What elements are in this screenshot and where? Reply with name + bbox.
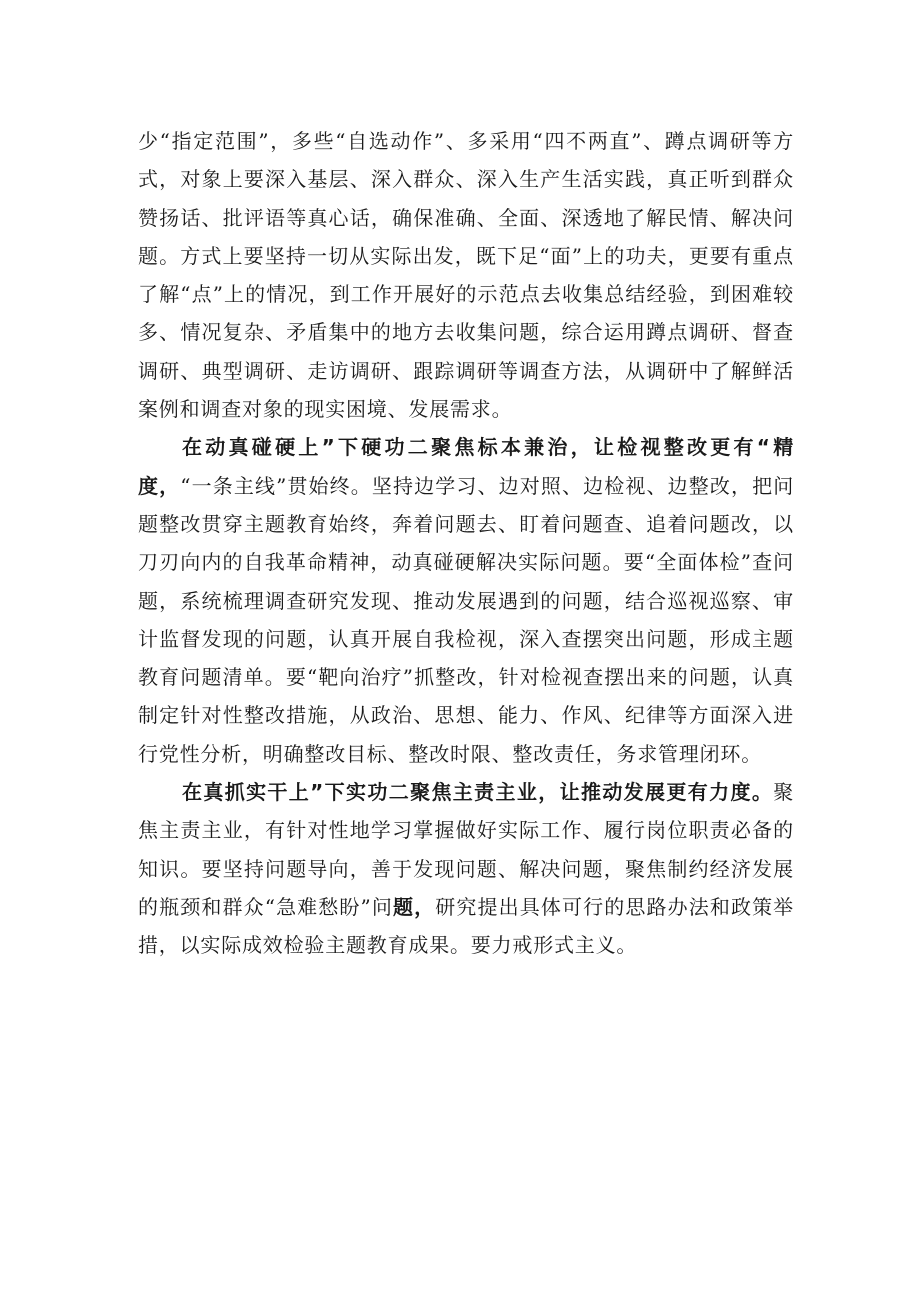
paragraph-2	[138, 428, 794, 773]
paragraph-3-text-after: 研究提出具体可行的思路办法和政策举措，以实际成效检验主题教育成果。要力戒形式主义。	[138, 894, 794, 958]
paragraph-3-text-before: 聚焦主责主业，有针对性地学习掌握做好实际工作、履行岗位职责必备的知识。要坚持问题导向，善于发现问题、解决问题，聚焦制约经济发展的瓶颈和群众“急难愁盼”问	[138, 780, 794, 919]
paragraph-3-heading: 在真抓实干上”下实功二聚焦主责主业，让推动发展更有力度。	[182, 780, 774, 805]
paragraph-2-text: “一条主线”贯始终。坚持边学习、边对照、边检视、边整改，把问题整改贯穿主题教育始终，奔着问题去、盯着问题查、追着问题改，以刀刃向内的自我革命精神，动真碰硬解决实际问题。要“全面体检”查问题，系统梳理调查研究发现、推动发展遇到的问题，结合巡视巡察、审计监督发现的问题，认真开展自我检视，深入查摆突出问题，形成主题教育问题清单。要“靶向治疗”抓整改，针对检视查摆出来的问题，认真制定针对性整改措施，从政治、思想、能力、作风、纪律等方面深入进行党性分析，明确整改目标、整改时限、整改责任，务求管理闭环。	[138, 473, 794, 766]
paragraph-1	[138, 122, 794, 428]
paragraph-2-heading: 在动真碰硬上”下硬功二聚焦标本兼治，让检视整改更有“精度，	[138, 435, 794, 498]
paragraph-1-text: 少“指定范围”，多些“自选动作”、多采用“四不两直”、蹲点调研等方式，对象上要深入基层、深入群众、深入生产生活实践，真正听到群众赞扬话、批评语等真心话，确保准确、全面、深透地了解民情、解决问题。方式上要坚持一切从实际出发，既下足“面”上的功夫，更要有重点了解“点”上的情况，到工作开展好的示范点去收集总结经验，到困难较多、情况复杂、矛盾集中的地方去收集问题，综合运用蹲点调研、督查调研、典型调研、走访调研、跟踪调研等调查方法，从调研中了解鲜活案例和调查对象的现实困境、发展需求。	[138, 129, 794, 422]
paragraph-3	[138, 773, 794, 964]
document-body	[138, 122, 794, 965]
paragraph-3-bold-inline: 题，	[393, 894, 436, 919]
